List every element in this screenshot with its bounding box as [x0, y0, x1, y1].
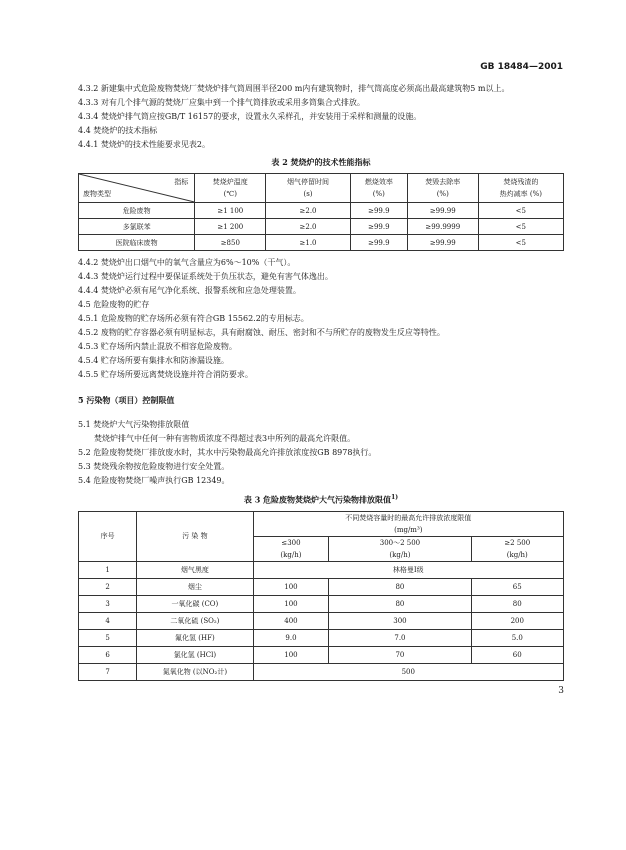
table3-cell: 5.0 [471, 629, 563, 646]
table3-cell: 60 [471, 646, 563, 663]
table3-name-cell: 氮氧化物 (以NO₂计) [137, 663, 253, 680]
table3-cell: 100 [253, 578, 329, 595]
clause-4-4: 4.4 焚烧炉的技术指标 [78, 126, 158, 135]
standard-code: GB 18484—2001 [480, 62, 563, 72]
table2-cell: <5 [478, 219, 563, 235]
clause-4-5-3: 4.5.3 贮存场所内禁止混放不相容危险废物。 [78, 342, 237, 351]
table-row [79, 561, 564, 578]
table3-col-no: 序号 [79, 511, 137, 561]
table3-group-header: 不同焚烧容量时的最高允许排放浓度限值 (mg/m³) [253, 511, 563, 536]
table2-caption: 表 2 焚烧炉的技术性能指标 [271, 157, 371, 167]
table2-corner-top: 指标 [174, 178, 189, 186]
table3-no-cell: 7 [79, 663, 137, 680]
table2-header-cell: 燃烧效率 (%) [350, 174, 407, 203]
clause-4-5-2: 4.5.2 废物的贮存容器必须有明显标志，具有耐腐蚀、耐压、密封和不与所贮存的废物发生反应等特性。 [78, 328, 445, 337]
table3-cell: 300 [329, 612, 471, 629]
table2-cell: <5 [478, 235, 563, 251]
table2-header-row [79, 174, 564, 203]
table3-cell: 80 [329, 595, 471, 612]
table3-capacity-cell: ≤300 (kg/h) [253, 536, 329, 561]
table2 [78, 173, 564, 251]
table-row [79, 235, 564, 251]
clause-4-4-3: 4.4.3 焚烧炉运行过程中要保证系统处于负压状态，避免有害气体逸出。 [78, 272, 333, 281]
table3-merged-cell: 林格曼Ⅰ级 [253, 561, 563, 578]
clause-4-3-4: 4.3.4 焚烧炉排气筒应按GB/T 16157的要求，设置永久采样孔，并安装用于采样和测量的设施。 [78, 112, 422, 121]
table3-no-cell: 4 [79, 612, 137, 629]
table3-no-cell: 5 [79, 629, 137, 646]
clause-4-5-4: 4.5.4 贮存场所要有集排水和防渗漏设施。 [78, 356, 229, 365]
table3-cell: 100 [253, 646, 329, 663]
table3-caption: 表 3 危险废物焚烧炉大气污染物排放限值$^{1)}$ [243, 494, 399, 505]
table-row [79, 646, 564, 663]
page-number: 3 [558, 686, 564, 696]
table3-merged-cell: 500 [253, 663, 563, 680]
table-row [79, 595, 564, 612]
table2-cell: ≥850 [195, 235, 266, 251]
clause-5-1: 5.1 焚烧炉大气污染物排放限值 [78, 420, 190, 429]
table-row [79, 203, 564, 219]
clause-4-4-2: 4.4.2 焚烧炉出口烟气中的氧气含量应为6%～10%（干气）。 [78, 258, 296, 267]
table2-header-cell: 烟气停留时间 (s) [266, 174, 351, 203]
table3-no-cell: 2 [79, 578, 137, 595]
clause-5-1-body: 焚烧炉排气中任何一种有害物质浓度不得超过表3中所列的最高允许限值。 [94, 434, 356, 443]
table-row [79, 663, 564, 680]
document-body [78, 82, 564, 681]
table3-cell: 65 [471, 578, 563, 595]
table3-cell: 400 [253, 612, 329, 629]
table-row [79, 612, 564, 629]
table3-cell: 80 [329, 578, 471, 595]
clause-4-3-2: 4.3.2 新建集中式危险废物焚烧厂焚烧炉排气筒周围半径200 m内有建筑物时，排气筒高度必须高出最高建筑物5 m以上。 [78, 84, 510, 93]
table3-no-cell: 3 [79, 595, 137, 612]
table2-cell: ≥99.9999 [407, 219, 478, 235]
clause-4-5: 4.5 危险废物的贮存 [78, 300, 150, 309]
table2-cell: ≥99.9 [350, 235, 407, 251]
table3-no-cell: 6 [79, 646, 137, 663]
clause-4-4-4: 4.4.4 焚烧炉必须有尾气净化系统、报警系统和应急处理装置。 [78, 286, 301, 295]
table2-header-cell: 焚烧炉温度 (℃) [195, 174, 266, 203]
table2-corner-cell [79, 174, 195, 203]
table3-name-cell: 一氧化碳 (CO) [137, 595, 253, 612]
table3-col-pollutant: 污 染 物 [137, 511, 253, 561]
table2-cell: ≥99.99 [407, 203, 478, 219]
table-row [79, 629, 564, 646]
table2-cell: ≥99.9 [350, 203, 407, 219]
table2-type-cell: 危险废物 [79, 203, 195, 219]
table2-cell: ≥1 100 [195, 203, 266, 219]
clause-4-5-5: 4.5.5 贮存场所要远离焚烧设施并符合消防要求。 [78, 370, 253, 379]
clause-5-4: 5.4 危险废物焚烧厂噪声执行GB 12349。 [78, 476, 230, 485]
table3-name-cell: 氟化氢 (HF) [137, 629, 253, 646]
table2-header-cell: 焚毁去除率 (%) [407, 174, 478, 203]
table2-header-cell: 焚烧残渣的 热灼减率 (%) [478, 174, 563, 203]
table2-cell: <5 [478, 203, 563, 219]
table3 [78, 511, 564, 681]
table2-type-cell: 医院临床废物 [79, 235, 195, 251]
table3-name-cell: 氯化氢 (HCl) [137, 646, 253, 663]
table3-name-cell: 烟尘 [137, 578, 253, 595]
table3-cell: 70 [329, 646, 471, 663]
table2-cell: ≥99.99 [407, 235, 478, 251]
clause-5-2: 5.2 危险废物焚烧厂排放废水时，其水中污染物最高允许排放浓度按GB 8978执行。 [78, 448, 377, 457]
table3-name-cell: 二氧化硫 (SO₂) [137, 612, 253, 629]
clause-4-4-1: 4.4.1 焚烧炉的技术性能要求见表2。 [78, 140, 210, 149]
section-5-title: 5 污染物（项目）控制限值 [78, 395, 175, 405]
table3-name-cell: 烟气黑度 [137, 561, 253, 578]
table2-corner-bottom: 废物类型 [83, 190, 111, 198]
table3-capacity-cell: 300～2 500 (kg/h) [329, 536, 471, 561]
table3-cell: 200 [471, 612, 563, 629]
table3-cell: 80 [471, 595, 563, 612]
table3-cell: 7.0 [329, 629, 471, 646]
table3-no-cell: 1 [79, 561, 137, 578]
clause-5-3: 5.3 焚烧残余物按危险废物进行安全处置。 [78, 462, 230, 471]
table2-type-cell: 多氯联苯 [79, 219, 195, 235]
table2-cell: ≥1.0 [266, 235, 351, 251]
table2-cell: ≥2.0 [266, 219, 351, 235]
table2-cell: ≥2.0 [266, 203, 351, 219]
table-row [79, 219, 564, 235]
table-row [79, 578, 564, 595]
table3-capacity-cell: ≥2 500 (kg/h) [471, 536, 563, 561]
table3-cell: 100 [253, 595, 329, 612]
table3-header-row [79, 511, 564, 536]
table2-cell: ≥99.9 [350, 219, 407, 235]
table2-cell: ≥1 200 [195, 219, 266, 235]
table3-cell: 9.0 [253, 629, 329, 646]
clause-4-3-3: 4.3.3 对有几个排气源的焚烧厂应集中到一个排气筒排放或采用多筒集合式排放。 [78, 98, 365, 107]
clause-4-5-1: 4.5.1 危险废物的贮存场所必须有符合GB 15562.2的专用标志。 [78, 314, 309, 323]
